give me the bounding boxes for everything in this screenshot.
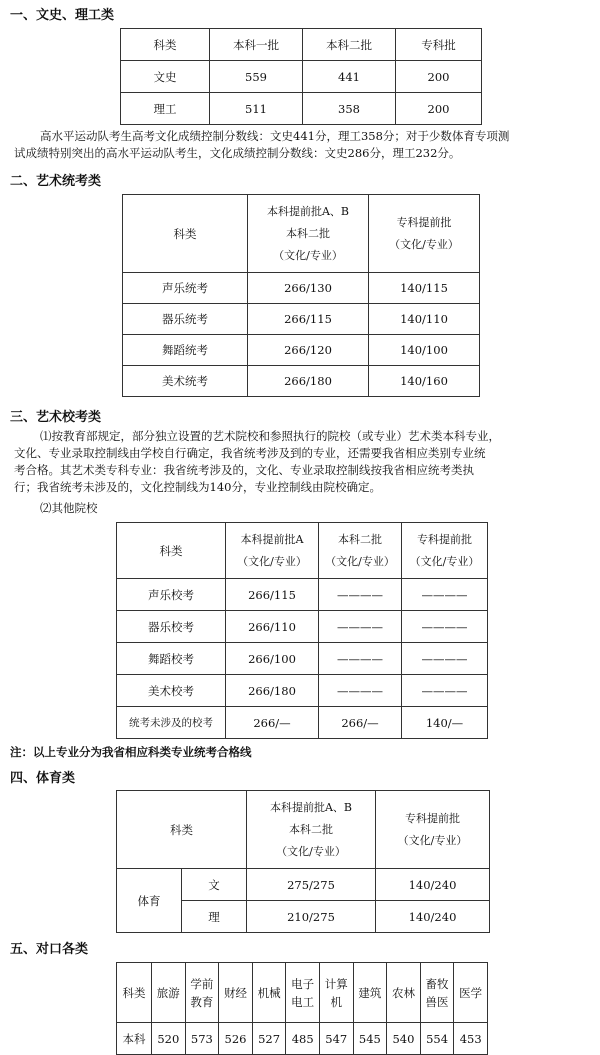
section-1-heading: 一、文史、理工类 [10,8,115,23]
table-row [123,366,480,397]
cell: 266/115 [248,304,369,335]
header-cell: 医学 [454,963,488,1023]
header-line: （文化/专业） [276,844,346,858]
cell: 275/275 [247,869,376,901]
cell: 266/— [226,707,319,739]
cell: 文史 [121,61,210,93]
header-line: 本科二批 [286,226,330,240]
table-vocational [116,962,488,1055]
section-3-heading: 三、艺术校考类 [10,410,102,425]
cell: 485 [286,1023,320,1055]
cell: 声乐校考 [117,579,226,611]
cell: 140/240 [376,869,490,901]
cell: 统考未涉及的校考 [117,707,226,739]
table-row [123,304,480,335]
header-line: （文化/专业） [237,554,307,568]
header-cell [369,195,480,273]
header-cell [376,791,490,869]
header-cell: 计算 机 [319,963,353,1023]
header-cell [247,791,376,869]
table-sports [116,790,490,933]
header-cell [248,195,369,273]
table-row [123,273,480,304]
cell: 理工 [121,93,210,125]
section-5-heading: 五、对口各类 [10,942,89,957]
table-art-school [116,522,488,739]
cell: 200 [396,61,482,93]
cell: 266/120 [248,335,369,366]
table-wenshi-ligong [120,28,482,125]
table-row [123,335,480,366]
cell: ———— [319,675,402,707]
paragraph-line: 文化、专业录取控制线由学校自行确定，我省统考涉及到的专业，还需要我省相应类别专业统 [14,446,486,460]
paragraph-line: 行；我省统考未涉及的，文化控制线为140分，专业控制线由院校确定。 [14,480,381,494]
paragraph-line: ⑴按教育部规定，部分独立设置的艺术院校和参照执行的院校（或专业）艺术类本科专业， [40,429,500,443]
cell: ———— [402,611,488,643]
cell: ———— [319,611,402,643]
header-cell [226,523,319,579]
header-line: （文化/专业） [409,554,480,568]
table-row [117,675,488,707]
header-cell: 畜牧 兽医 [420,963,454,1023]
paragraph-line: 考合格。其艺术类专科专业：我省统考涉及的，文化、专业录取控制线按我省相应统考类执 [14,463,474,477]
cell: 理 [182,901,247,933]
header-line: （文化/专业） [325,554,395,568]
cell: ———— [319,643,402,675]
header-line: 本科二批 [338,532,382,546]
cell: 266/180 [248,366,369,397]
cell: 舞蹈校考 [117,643,226,675]
cell: 511 [210,93,303,125]
table-row [117,579,488,611]
header-cell: 学前 教育 [185,963,219,1023]
cell: 文 [182,869,247,901]
cell: 526 [219,1023,253,1055]
cell: 器乐统考 [123,304,248,335]
sub-heading: ⑵其他院校 [40,501,98,515]
header-line: 本科二批 [289,822,333,836]
cell: 266/100 [226,643,319,675]
header-cell [402,523,488,579]
cell: 140/115 [369,273,480,304]
cell: 140/160 [369,366,480,397]
cell: 540 [387,1023,421,1055]
cell: 520 [152,1023,186,1055]
cell: 200 [396,93,482,125]
cell: 舞蹈统考 [123,335,248,366]
header-line: 专科提前批 [417,532,472,546]
paragraph-line: 高水平运动队考生高考文化成绩控制分数线：文史441分，理工358分；对于少数体育专项测 [40,129,510,143]
header-cell: 电子 电工 [286,963,320,1023]
header-cell: 本科二批 [303,29,396,61]
cell: 441 [303,61,396,93]
cell: 美术统考 [123,366,248,397]
cell: 573 [185,1023,219,1055]
header-cell: 科类 [123,195,248,273]
header-cell: 本科一批 [210,29,303,61]
table-note: 注：以上专业分为我省相应科类专业统考合格线 [10,745,252,759]
header-line: 本科提前批A、B [269,800,353,814]
cell: 453 [454,1023,488,1055]
table-row [121,61,482,93]
header-line: （文化/专业） [397,833,468,847]
header-cell: 科类 [117,523,226,579]
cell: 266/— [319,707,402,739]
cell: 266/130 [248,273,369,304]
cell: ———— [402,643,488,675]
header-cell: 科类 [121,29,210,61]
cell: ———— [402,579,488,611]
cell: 559 [210,61,303,93]
cell: 545 [353,1023,387,1055]
header-cell: 财经 [219,963,253,1023]
cell: 140/100 [369,335,480,366]
header-cell: 专科批 [396,29,482,61]
cell: 140/240 [376,901,490,933]
table-row [117,611,488,643]
table-row [117,643,488,675]
cell: 器乐校考 [117,611,226,643]
header-line: 本科提前批A [240,532,304,546]
header-line: 专科提前批 [396,215,452,229]
cell: 140/— [402,707,488,739]
header-line: （文化/专业） [273,248,343,262]
header-cell: 农林 [387,963,421,1023]
cell: 本科 [117,1023,152,1055]
cell: 266/115 [226,579,319,611]
cell: 266/110 [226,611,319,643]
cell: ———— [402,675,488,707]
header-cell: 科类 [117,963,152,1023]
cell: 声乐统考 [123,273,248,304]
header-line: （文化/专业） [389,237,459,251]
cell: 美术校考 [117,675,226,707]
header-cell: 科类 [117,791,247,869]
cell: 体育 [117,869,182,933]
cell: ———— [319,579,402,611]
section-4-heading: 四、体育类 [10,771,76,786]
cell: 140/110 [369,304,480,335]
header-cell: 机械 [252,963,286,1023]
header-cell [319,523,402,579]
section-2-heading: 二、艺术统考类 [10,174,102,189]
cell: 210/275 [247,901,376,933]
cell: 547 [319,1023,353,1055]
table-row [117,1023,488,1055]
cell: 554 [420,1023,454,1055]
table-row [117,707,488,739]
cell: 527 [252,1023,286,1055]
cell: 358 [303,93,396,125]
table-row [121,93,482,125]
header-line: 专科提前批 [405,811,460,825]
paragraph-line: 试成绩特别突出的高水平运动队考生，文化成绩控制分数线：文史286分，理工232分。 [14,146,461,160]
header-cell: 旅游 [152,963,186,1023]
header-cell: 建筑 [353,963,387,1023]
header-line: 本科提前批A、B [266,204,350,218]
cell: 266/180 [226,675,319,707]
table-row [117,869,490,901]
table-art-unified [122,194,480,397]
